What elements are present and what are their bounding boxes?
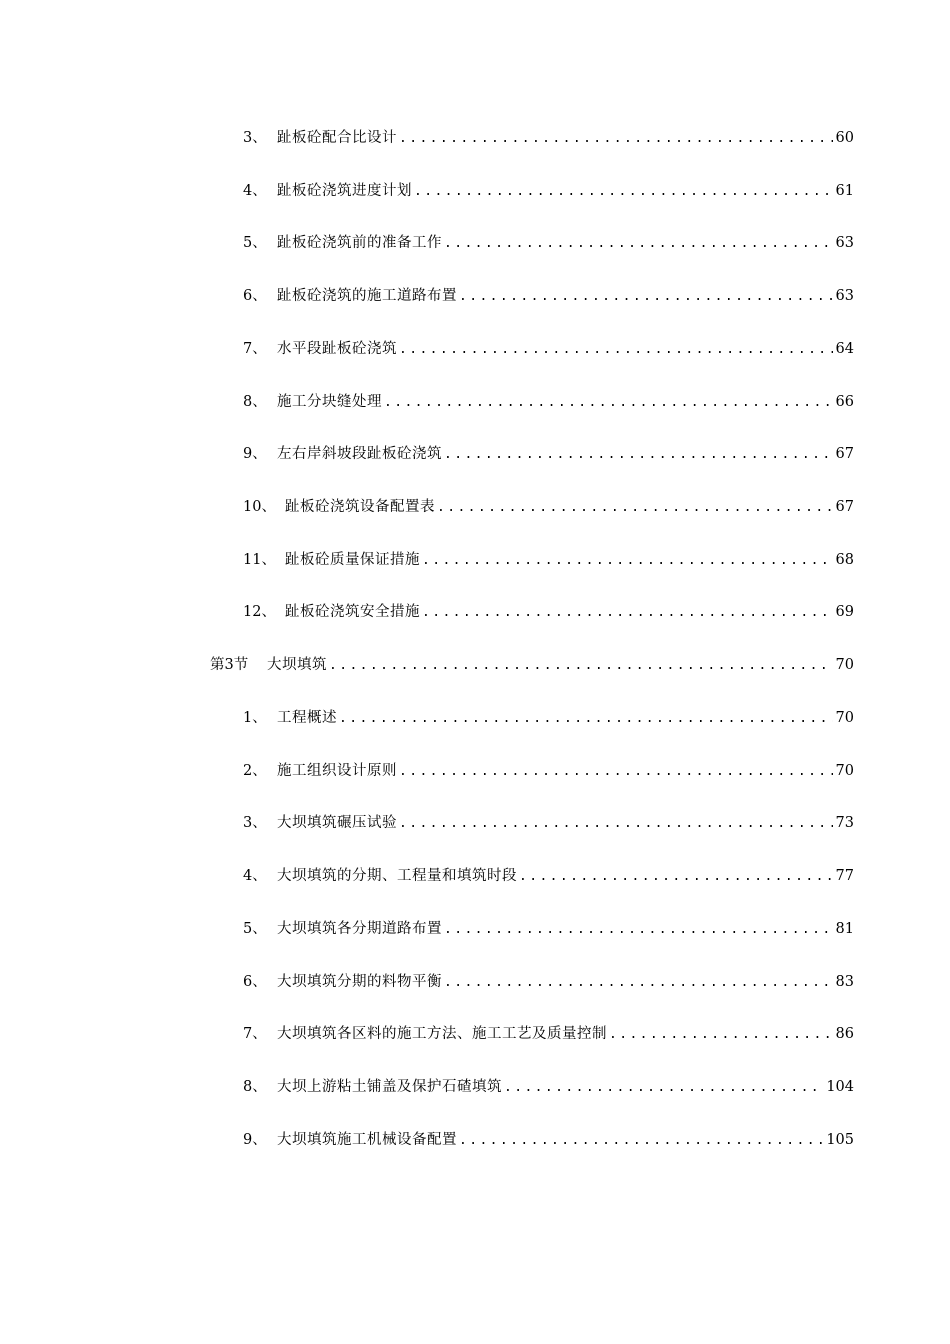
toc-section-number: 第3节 (210, 657, 249, 673)
toc-entry-title: 大坝填筑各区料的施工方法、施工工艺及质量控制 (277, 1026, 607, 1042)
toc-entry-title: 大坝填筑各分期道路布置 (277, 921, 442, 937)
toc-section-entry[interactable] (0, 653, 854, 677)
toc-entry-number: 6、 (243, 288, 267, 304)
toc-entry-page: 60 (835, 130, 854, 146)
toc-dot-leader (444, 971, 833, 995)
toc-entry[interactable] (0, 1022, 854, 1046)
toc-dot-leader (444, 232, 833, 256)
toc-entry[interactable] (0, 811, 854, 835)
toc-entry-title: 大坝上游粘土铺盖及保护石碴填筑 (277, 1079, 502, 1095)
toc-dot-leader (399, 338, 833, 362)
toc-entry[interactable] (0, 759, 854, 783)
toc-dot-leader (519, 865, 833, 889)
toc-entry-title: 左右岸斜坡段趾板砼浇筑 (277, 446, 442, 462)
toc-dot-leader (422, 601, 833, 625)
toc-entry-page: 63 (835, 235, 854, 251)
toc-entry[interactable] (0, 706, 854, 730)
toc-entry[interactable] (0, 1128, 854, 1152)
toc-entry-title: 大坝填筑的分期、工程量和填筑时段 (277, 868, 517, 884)
toc-dot-leader (399, 127, 833, 151)
toc-entry-title: 大坝填筑施工机械设备配置 (277, 1132, 457, 1148)
toc-entry[interactable] (0, 864, 854, 888)
toc-dot-leader (399, 812, 833, 836)
toc-entry-page: 67 (835, 446, 854, 462)
toc-entry-title: 趾板砼浇筑设备配置表 (285, 499, 435, 515)
toc-entry-page: 70 (835, 763, 854, 779)
toc-entry[interactable] (0, 179, 854, 203)
toc-entry-page: 64 (835, 341, 854, 357)
toc-entry-number: 8、 (243, 1079, 267, 1095)
toc-entry-number: 9、 (243, 446, 267, 462)
toc-entry-title: 大坝填筑碾压试验 (277, 815, 397, 831)
toc-entry-number: 5、 (243, 921, 267, 937)
toc-entry-number: 10、 (243, 499, 276, 515)
toc-entry-number: 1、 (243, 710, 267, 726)
toc-dot-leader (459, 1129, 823, 1153)
toc-entry[interactable] (0, 231, 854, 255)
toc-entry-title: 趾板砼配合比设计 (277, 130, 397, 146)
toc-entry-page: 105 (826, 1132, 854, 1148)
toc-entry-title: 水平段趾板砼浇筑 (277, 341, 397, 357)
toc-entry-title: 施工组织设计原则 (277, 763, 397, 779)
toc-entry-title: 施工分块缝处理 (277, 394, 382, 410)
toc-dot-leader (422, 549, 833, 573)
toc-entry-page: 86 (835, 1026, 854, 1042)
toc-entry[interactable] (0, 442, 854, 466)
toc-entry-number: 6、 (243, 974, 267, 990)
toc-dot-leader (444, 918, 833, 942)
toc-entry-page: 70 (835, 710, 854, 726)
toc-entry-page: 61 (835, 183, 854, 199)
toc-entry[interactable] (0, 284, 854, 308)
toc-entry[interactable] (0, 495, 854, 519)
toc-entry-page: 81 (835, 921, 854, 937)
toc-entry-number: 4、 (243, 868, 267, 884)
toc-entry-page: 70 (835, 657, 854, 673)
toc-entry-title: 趾板砼浇筑进度计划 (277, 183, 412, 199)
toc-dot-leader (339, 707, 833, 731)
toc-entry-page: 83 (835, 974, 854, 990)
toc-entry[interactable] (0, 390, 854, 414)
toc-entry-page: 69 (835, 604, 854, 620)
toc-entry-page: 104 (826, 1079, 854, 1095)
toc-entry-number: 3、 (243, 815, 267, 831)
toc-entry[interactable] (0, 600, 854, 624)
toc-dot-leader (504, 1076, 823, 1100)
toc-section-title: 大坝填筑 (267, 657, 327, 673)
toc-entry-title: 大坝填筑分期的料物平衡 (277, 974, 442, 990)
toc-entry-page: 67 (835, 499, 854, 515)
toc-entry-title: 趾板砼浇筑的施工道路布置 (277, 288, 457, 304)
toc-dot-leader (399, 760, 833, 784)
toc-entry-title: 工程概述 (277, 710, 337, 726)
toc-entry-number: 7、 (243, 1026, 267, 1042)
toc-entry-page: 63 (835, 288, 854, 304)
toc-dot-leader (444, 443, 833, 467)
toc-dot-leader (329, 654, 833, 678)
toc-entry[interactable] (0, 970, 854, 994)
toc-entry-number: 2、 (243, 763, 267, 779)
toc-entry-page: 68 (835, 552, 854, 568)
toc-entry-page: 73 (835, 815, 854, 831)
toc-entry[interactable] (0, 548, 854, 572)
toc-entry-number: 9、 (243, 1132, 267, 1148)
toc-entry[interactable] (0, 337, 854, 361)
toc-entry[interactable] (0, 126, 854, 150)
toc-entry-number: 3、 (243, 130, 267, 146)
toc-dot-leader (609, 1023, 833, 1047)
toc-entry[interactable] (0, 1075, 854, 1099)
toc-entry-title: 趾板砼浇筑前的准备工作 (277, 235, 442, 251)
toc-entry-page: 66 (835, 394, 854, 410)
toc-entry-number: 4、 (243, 183, 267, 199)
toc-entry-page: 77 (835, 868, 854, 884)
toc-entry[interactable] (0, 917, 854, 941)
toc-dot-leader (414, 180, 833, 204)
toc-dot-leader (384, 391, 833, 415)
toc-entry-number: 8、 (243, 394, 267, 410)
toc-entry-number: 12、 (243, 604, 276, 620)
toc-dot-leader (459, 285, 833, 309)
toc-entry-title: 趾板砼质量保证措施 (285, 552, 420, 568)
toc-dot-leader (437, 496, 833, 520)
toc-entry-number: 7、 (243, 341, 267, 357)
toc-entry-title: 趾板砼浇筑安全措施 (285, 604, 420, 620)
toc-entry-number: 11、 (243, 552, 276, 568)
toc-entry-number: 5、 (243, 235, 267, 251)
